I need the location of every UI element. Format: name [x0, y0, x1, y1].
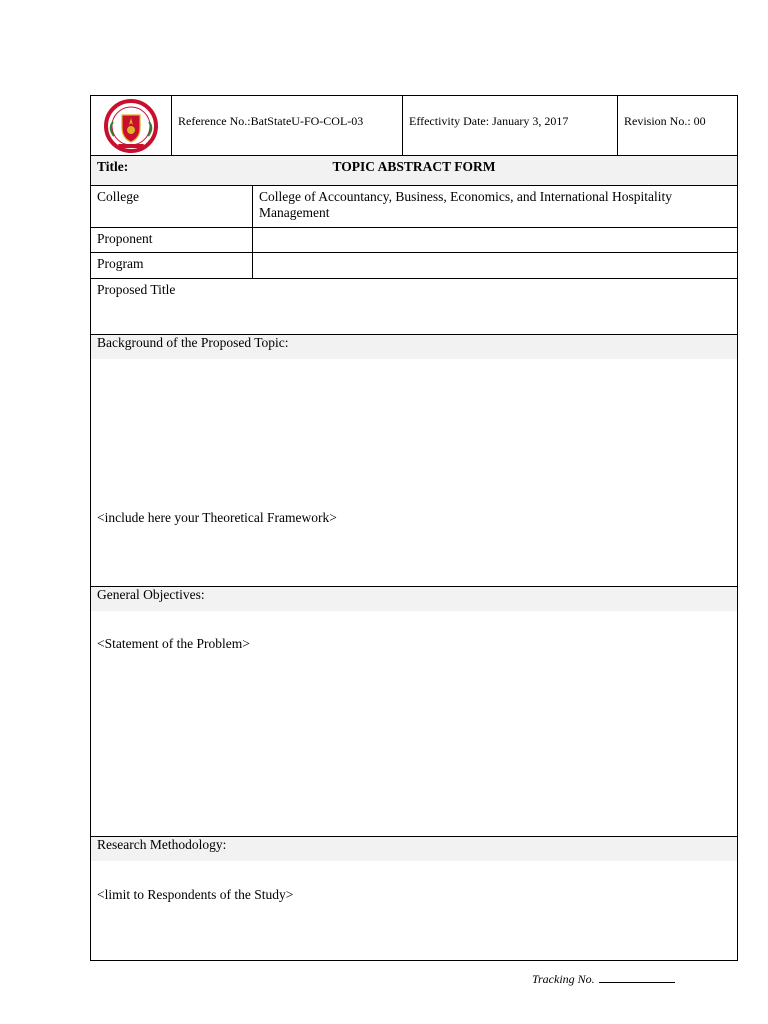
effectivity-date: Effectivity Date: January 3, 2017 — [409, 114, 569, 128]
college-row — [91, 186, 737, 228]
revision-cell — [618, 96, 739, 155]
title-label: Title: — [97, 159, 129, 174]
tracking-blank-line[interactable] — [599, 971, 675, 983]
background-note: <include here your Theoretical Framework> — [97, 510, 337, 525]
program-row — [91, 253, 737, 279]
methodology-heading: Research Methodology: — [97, 837, 227, 852]
proposed-title-row[interactable] — [91, 279, 737, 335]
logo-cell — [91, 96, 172, 155]
college-value[interactable]: College of Accountancy, Business, Economics, and International Hospitality Management — [259, 189, 673, 220]
effectivity-cell — [403, 96, 618, 155]
methodology-section[interactable] — [91, 837, 737, 961]
revision-number: Revision No.: 00 — [624, 114, 706, 128]
objectives-note: <Statement of the Problem> — [97, 636, 250, 651]
background-heading: Background of the Proposed Topic: — [97, 335, 289, 350]
proponent-row — [91, 228, 737, 253]
tracking-number — [532, 971, 675, 987]
program-label: Program — [97, 256, 144, 271]
objectives-heading: General Objectives: — [97, 587, 205, 602]
form-frame — [90, 95, 738, 961]
methodology-note: <limit to Respondents of the Study> — [97, 887, 294, 902]
title-row — [91, 156, 737, 186]
form-header — [91, 96, 737, 156]
background-section[interactable] — [91, 335, 737, 587]
proponent-label: Proponent — [97, 231, 153, 246]
tracking-label: Tracking No. — [532, 972, 595, 986]
form-title: TOPIC ABSTRACT FORM — [332, 159, 496, 174]
program-label-cell — [91, 253, 253, 278]
university-seal-logo — [98, 98, 164, 154]
college-label-cell — [91, 186, 253, 227]
proposed-title-label: Proposed Title — [97, 282, 176, 297]
reference-number: Reference No.:BatStateU-FO-COL-03 — [178, 114, 364, 128]
objectives-section[interactable] — [91, 587, 737, 837]
proponent-label-cell — [91, 228, 253, 252]
reference-cell — [172, 96, 403, 155]
college-label: College — [97, 189, 139, 204]
